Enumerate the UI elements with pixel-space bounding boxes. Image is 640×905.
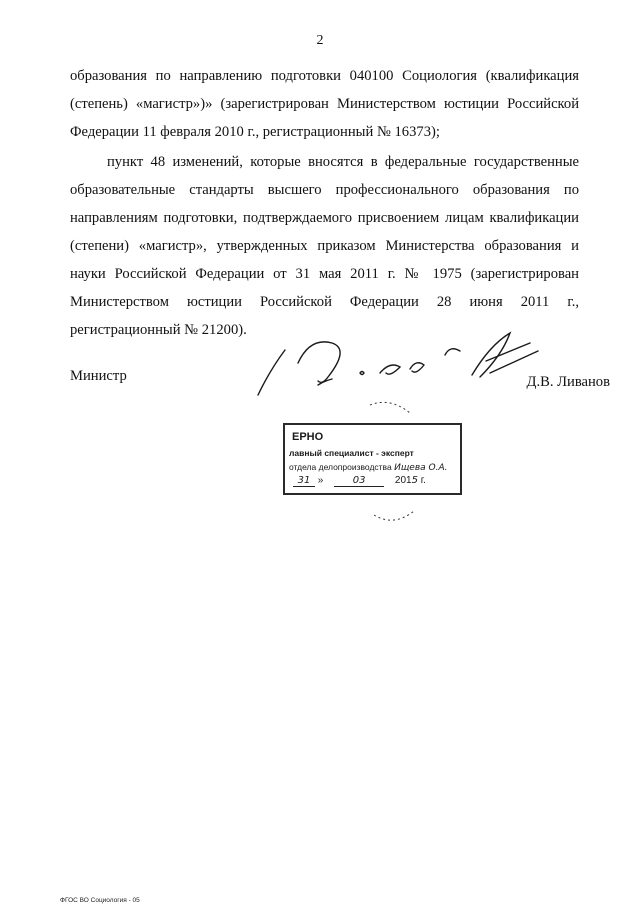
stamp-department: отдела делопроизводства: [289, 462, 392, 472]
page-number: 2: [316, 33, 324, 48]
certification-stamp: [283, 423, 462, 495]
stamp-date-quote: »: [317, 475, 324, 486]
footer-label: ФГОС ВО Социология - 05: [60, 897, 140, 904]
stamp-title: ЕРНО: [292, 431, 324, 443]
paragraph-1: образования по направлению подготовки 040100 Социология (квалификация (степень) «магистр»)» (зарегистрирован Министерством юстиции Российской Федерации 11 февраля 2010 г., регистрационный № 16373);: [70, 68, 579, 140]
stamp-department-line: [289, 462, 447, 473]
signatory-name: Д.В. Ливанов: [526, 374, 610, 390]
stamp-handwritten-name: Ищева О.А.: [394, 463, 448, 473]
stamp-date-day: 31: [293, 475, 315, 487]
signature-block: [70, 368, 610, 398]
paragraph-2: пункт 48 изменений, которые вносятся в федеральные государственные образовательные стандарты высшего профессионального образования по направлениям подготовки, подтверждаемого присвоением лицам квалификации (степени) «магистр», утвержденных приказом Министерства образования и науки Российской Федерации от 31 мая 2011 г. № 1975 (зарегистрирован Министерством юстиции Российской Федерации 28 июня 2011 г., регистрационный № 21200).: [70, 154, 579, 338]
stamp-date-year-prefix: 201: [394, 475, 412, 486]
stamp-date-year-unit: г.: [420, 475, 426, 486]
stamp-date-month: 03: [334, 475, 384, 487]
stamp-date: [293, 475, 426, 487]
stamp-date-year-suffix: 5: [411, 475, 418, 486]
stamp-position-line: лавный специалист - эксперт: [289, 448, 414, 458]
signatory-title: Министр: [70, 368, 127, 384]
